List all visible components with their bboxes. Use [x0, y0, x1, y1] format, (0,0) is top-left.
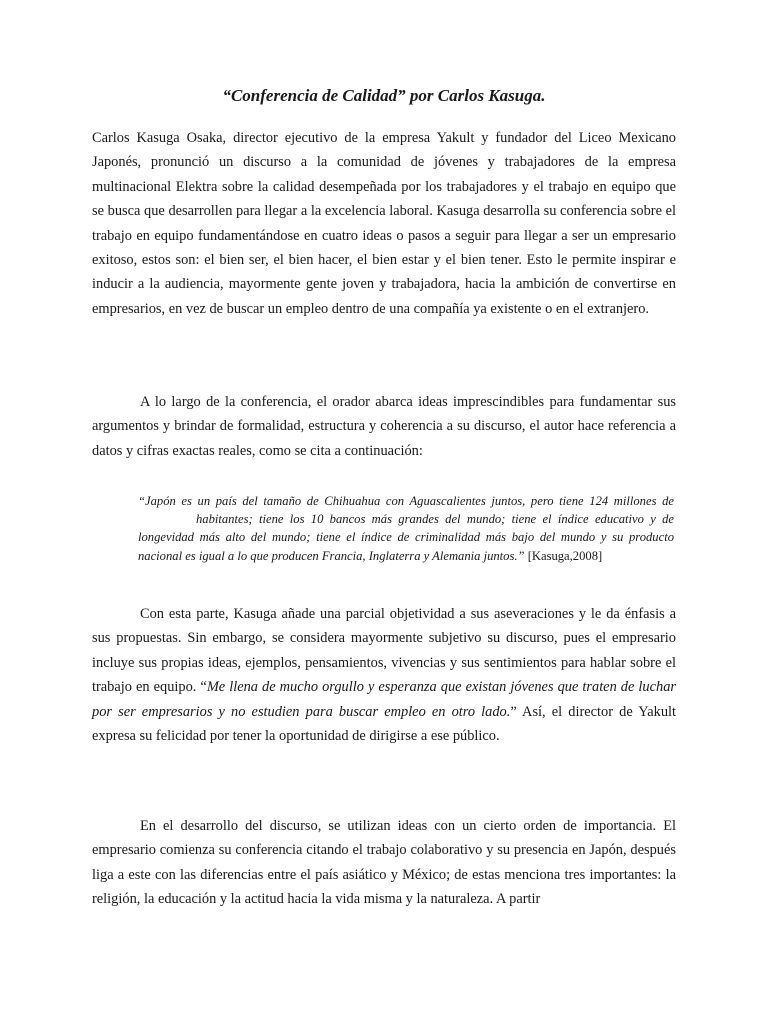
quote-text-end: habitantes; tiene los 10 bancos más grandes del mundo; tiene el índice educativo y de longevidad más alto del mundo; tiene el índice de criminalidad más bajo del mundo y su producto nacional es igual a lo que producen Francia, Inglaterra y Alemania juntos.”	[138, 512, 674, 563]
paragraph-data-reference: A lo largo de la conferencia, el orador abarca ideas imprescindibles para fundamentar sus argumentos y brindar de formalidad, estructura y coherencia a su discurso, el autor hace referencia a datos y cifras exactas reales, como se cita a continuación:	[92, 394, 676, 459]
paragraph-subjectivity-end: ” Así, el director de Yakult expresa su felicidad por tener la oportunidad de dirigirse a ese público.	[92, 703, 677, 745]
inline-quote: Me llena de mucho orgullo y esperanza que existan jóvenes que traten de luchar por ser empresarios y no estudien para buscar empleo en otro lado.	[92, 679, 677, 720]
document-title: “Conferencia de Calidad” por Carlos Kasuga.	[222, 86, 546, 105]
paragraph-subjectivity-start: Con esta parte, Kasuga añade una parcial objetividad a sus aseveraciones y le da énfasis a sus propuestas. Sin embargo, se considera mayormente subjetivo su discurso, pues el empresario incluye sus propias ideas, ejemplos, pensamientos, vivencias y sus sentimientos para hablar sobre el trabajo en equipo. “	[92, 606, 676, 696]
quote-citation: [Kasuga,2008]	[527, 548, 603, 563]
block-quote	[138, 492, 674, 565]
quote-text-start: “Japón es un país del tamaño de Chihuahua con Aguascalientes juntos, pero tiene 124 millones de	[138, 494, 674, 508]
paragraph-introduction: Carlos Kasuga Osaka, director ejecutivo de la empresa Yakult y fundador del Liceo Mexicano Japonés, pronunció un discurso a la comunidad de jóvenes y trabajadores de la empresa multinacional Elektra sobre la calidad desempeñada por los trabajadores y el trabajo en equipo que se busca que desarrollen para llegar a la excelencia laboral. Kasuga desarrolla su conferencia sobre el trabajo en equipo fundamentándose en cuatro ideas o pasos a seguir para llegar a ser un empresario exitoso, estos son: el bien ser, el bien hacer, el bien estar y el bien tener. Esto le permite inspirar e inducir a la audiencia, mayormente gente joven y trabajadora, hacia la ambición de convertirse en empresarios, en vez de buscar un empleo dentro de una compañía ya existente o en el extranjero.	[92, 130, 676, 317]
paragraph-development: En el desarrollo del discurso, se utilizan ideas con un cierto orden de importancia. El empresario comienza su conferencia citando el trabajo colaborativo y su presencia en Japón, después liga a este con las diferencias entre el país asiático y México; de estas menciona tres importantes: la religión, la educación y la actitud hacia la vida misma y la naturaleza. A partir	[92, 818, 676, 908]
paragraph-subjectivity	[92, 602, 676, 748]
